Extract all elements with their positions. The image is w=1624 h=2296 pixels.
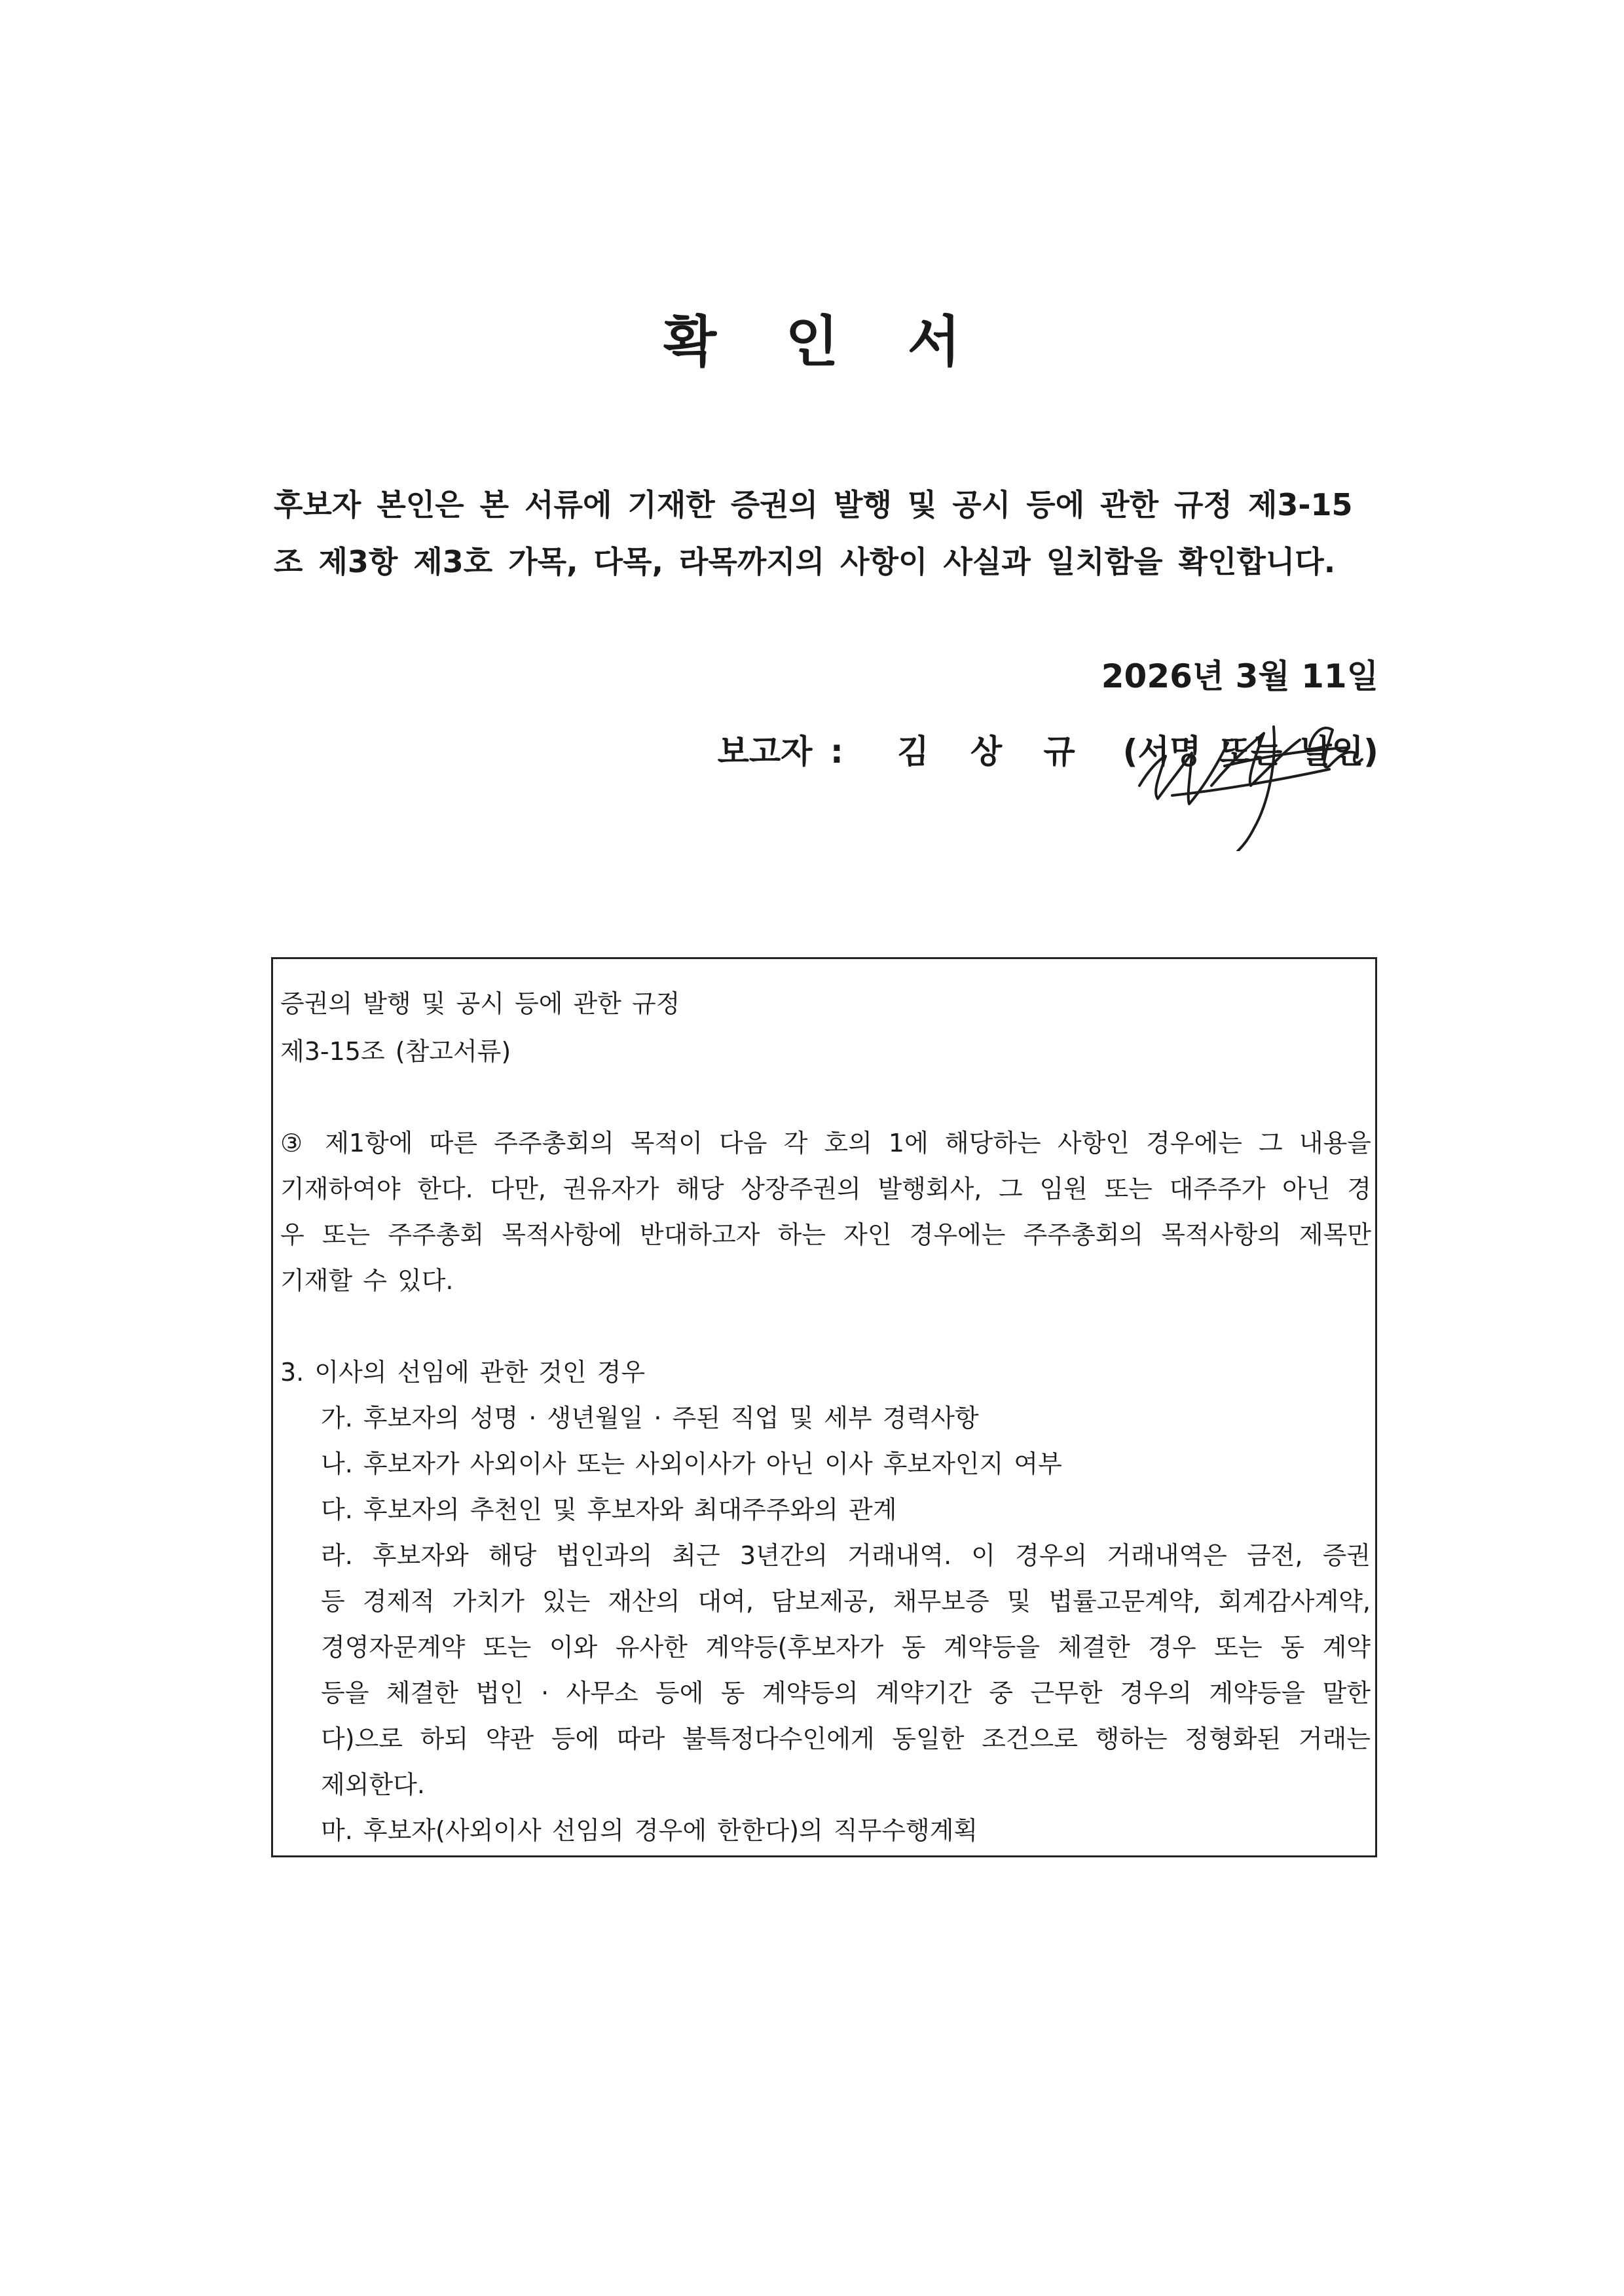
paragraph-3-line: 기재하여야 한다. 다만, 권유자가 해당 상장주권의 발행회사, 그 임원 또는 대주주가 아닌 경 — [280, 1175, 1371, 1203]
paragraph-3-line: ③ 제1항에 따른 주주총회의 목적이 다음 각 호의 1에 해당하는 사항인 경우에는 그 내용을 — [280, 1129, 1371, 1157]
sign-note: (서명 또는 날인) — [1122, 733, 1378, 771]
confirmation-statement-line-1: 후보자 본인은 본 서류에 기재한 증권의 발행 및 공시 등에 관한 규정 제3-15 — [274, 487, 1353, 522]
confirmation-statement-line-2: 조 제3항 제3호 가목, 다목, 라목까지의 사항이 사실과 일치함을 확인합니다. — [274, 544, 1336, 579]
sub-item-ga: 가. 후보자의 성명 · 생년월일 · 주된 직업 및 세부 경력사항 — [321, 1404, 979, 1432]
paragraph-3-line: 우 또는 주주총회 목적사항에 반대하고자 하는 자인 경우에는 주주총회의 목적사항의 제목만 — [280, 1220, 1371, 1249]
sub-item-na: 나. 후보자가 사외이사 또는 사외이사가 아닌 이사 후보자인지 여부 — [321, 1449, 1062, 1478]
sub-item-ra-line: 경영자문계약 또는 이와 유사한 계약등(후보자가 동 계약등을 체결한 경우 또는 동 계약 — [321, 1633, 1371, 1662]
document-date: 2026년 3월 11일 — [1101, 657, 1378, 695]
paragraph-3-line: 기재할 수 있다. — [280, 1266, 454, 1295]
sub-item-da: 다. 후보자의 추천인 및 후보자와 최대주주와의 관계 — [321, 1495, 897, 1524]
handwritten-signature — [1113, 687, 1395, 851]
sub-item-ra-line: 라. 후보자와 해당 법인과의 최근 3년간의 거래내역. 이 경우의 거래내역은 금전, 증권 — [321, 1541, 1371, 1570]
sub-item-ra-line: 등 경제적 가치가 있는 재산의 대여, 담보제공, 채무보증 및 법률고문계약, 회계감사계약, — [321, 1587, 1371, 1616]
sub-item-ra-line: 등을 체결한 법인 · 사무소 등에 동 계약등의 계약기간 중 근무한 경우의 계약등을 말한 — [321, 1679, 1371, 1707]
sub-item-ra-line: 제외한다. — [321, 1770, 425, 1799]
reporter-label: 보고자 : — [717, 733, 843, 771]
reference-heading: 증권의 발행 및 공시 등에 관한 규정 — [280, 989, 680, 1018]
reporter-name: 김 상 규 — [897, 733, 1087, 771]
sub-item-ma: 마. 후보자(사외이사 선임의 경우에 한한다)의 직무수행계획 — [321, 1816, 978, 1845]
reference-article: 제3-15조 (참고서류) — [280, 1037, 511, 1066]
sub-item-ra-line: 다)으로 하되 약관 등에 따라 불특정다수인에게 동일한 조건으로 행하는 정형화된 거래는 — [321, 1724, 1371, 1753]
item-3-title: 3. 이사의 선임에 관한 것인 경우 — [280, 1358, 646, 1387]
document-title: 확 인 서 — [663, 310, 986, 374]
